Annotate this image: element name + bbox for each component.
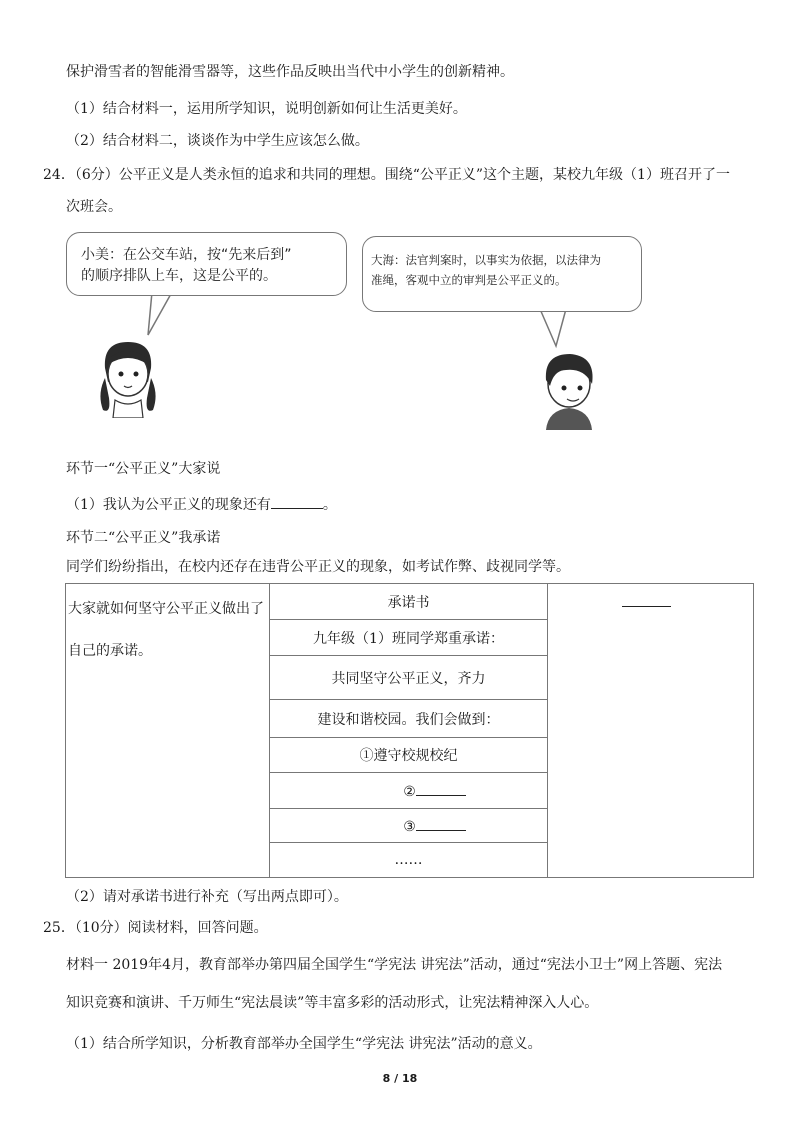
speech-bubble-dahai xyxy=(362,236,642,312)
section-title: 环节二“公平正义”我承诺 xyxy=(66,530,221,546)
text-line: 次班会。 xyxy=(66,199,122,215)
answer-blank[interactable] xyxy=(416,816,466,831)
answer-blank[interactable] xyxy=(416,781,466,796)
question-heading: 24．（6分）公平正义是人类永恒的追求和共同的理想。围绕“公平正义”这个主题，某校九年级（1）班召开了一 xyxy=(43,167,730,183)
bubble-text: 的顺序排队上车，这是公平的。 xyxy=(81,268,277,284)
text-line: 知识竞赛和演讲、千万师生“宪法晨读”等丰富多彩的活动形式，让宪法精神深入人心。 xyxy=(66,995,599,1011)
boy-figure xyxy=(536,350,606,430)
answer-blank[interactable] xyxy=(622,592,671,607)
section-title: 环节一“公平正义”大家说 xyxy=(66,461,221,477)
pledge-row xyxy=(270,808,548,842)
speech-bubble-xiaomei xyxy=(66,232,347,296)
pledge-row: 共同坚守公平正义，齐力 xyxy=(270,656,548,700)
bubble-text: 小美：在公交车站，按“先来后到” xyxy=(81,247,292,263)
pledge-row: 建设和谐校园。我们会做到： xyxy=(270,700,548,738)
pledge-table xyxy=(65,583,754,878)
table-cell-prompt xyxy=(66,584,270,878)
pledge-item-number: ③ xyxy=(403,818,416,835)
pledge-row: 承诺书 xyxy=(270,584,548,620)
pledge-item-number: ② xyxy=(403,783,416,800)
question-text: （2）请对承诺书进行补充（写出两点即可）。 xyxy=(66,889,348,905)
pledge-row xyxy=(270,772,548,808)
prompt-text: 自己的承诺。 xyxy=(68,643,152,659)
question-text-prefix: （1）我认为公平正义的现象还有 xyxy=(66,497,271,513)
pledge-row: 九年级（1）班同学郑重承诺： xyxy=(270,620,548,656)
text-line: 材料一 2019年4月，教育部举办第四届全国学生“学宪法 讲宪法”活动，通过“宪法小卫士”网上答题、宪法 xyxy=(66,957,723,973)
answer-blank[interactable] xyxy=(271,494,323,509)
pledge-row: ①遵守校规校纪 xyxy=(270,738,548,772)
question-text: （2）结合材料二，谈谈作为中学生应该怎么做。 xyxy=(66,133,369,149)
question-text xyxy=(66,494,337,515)
text-line: 保护滑雪者的智能滑雪器等，这些作品反映出当代中小学生的创新精神。 xyxy=(66,64,514,80)
bubble-text: 准绳，客观中立的审判是公平正义的。 xyxy=(371,273,567,287)
question-text: （1）结合所学知识，分析教育部举办全国学生“学宪法 讲宪法”活动的意义。 xyxy=(66,1036,542,1052)
girl-figure xyxy=(93,338,163,418)
prompt-text: 大家就如何坚守公平正义做出了 xyxy=(68,601,264,617)
text-line: 同学们纷纷指出，在校内还存在违背公平正义的现象，如考试作弊、歧视同学等。 xyxy=(66,559,570,575)
question-heading: 25．（10分）阅读材料，回答问题。 xyxy=(43,920,268,936)
question-text: （1）结合材料一，运用所学知识，说明创新如何让生活更美好。 xyxy=(66,101,467,117)
page-number: 8 / 18 xyxy=(382,1072,418,1085)
question-text-suffix: 。 xyxy=(322,497,337,513)
pledge-row: …… xyxy=(270,842,548,877)
bubble-text: 大海：法官判案时，以事实为依据，以法律为 xyxy=(371,253,601,267)
table-cell-answer xyxy=(548,584,754,878)
